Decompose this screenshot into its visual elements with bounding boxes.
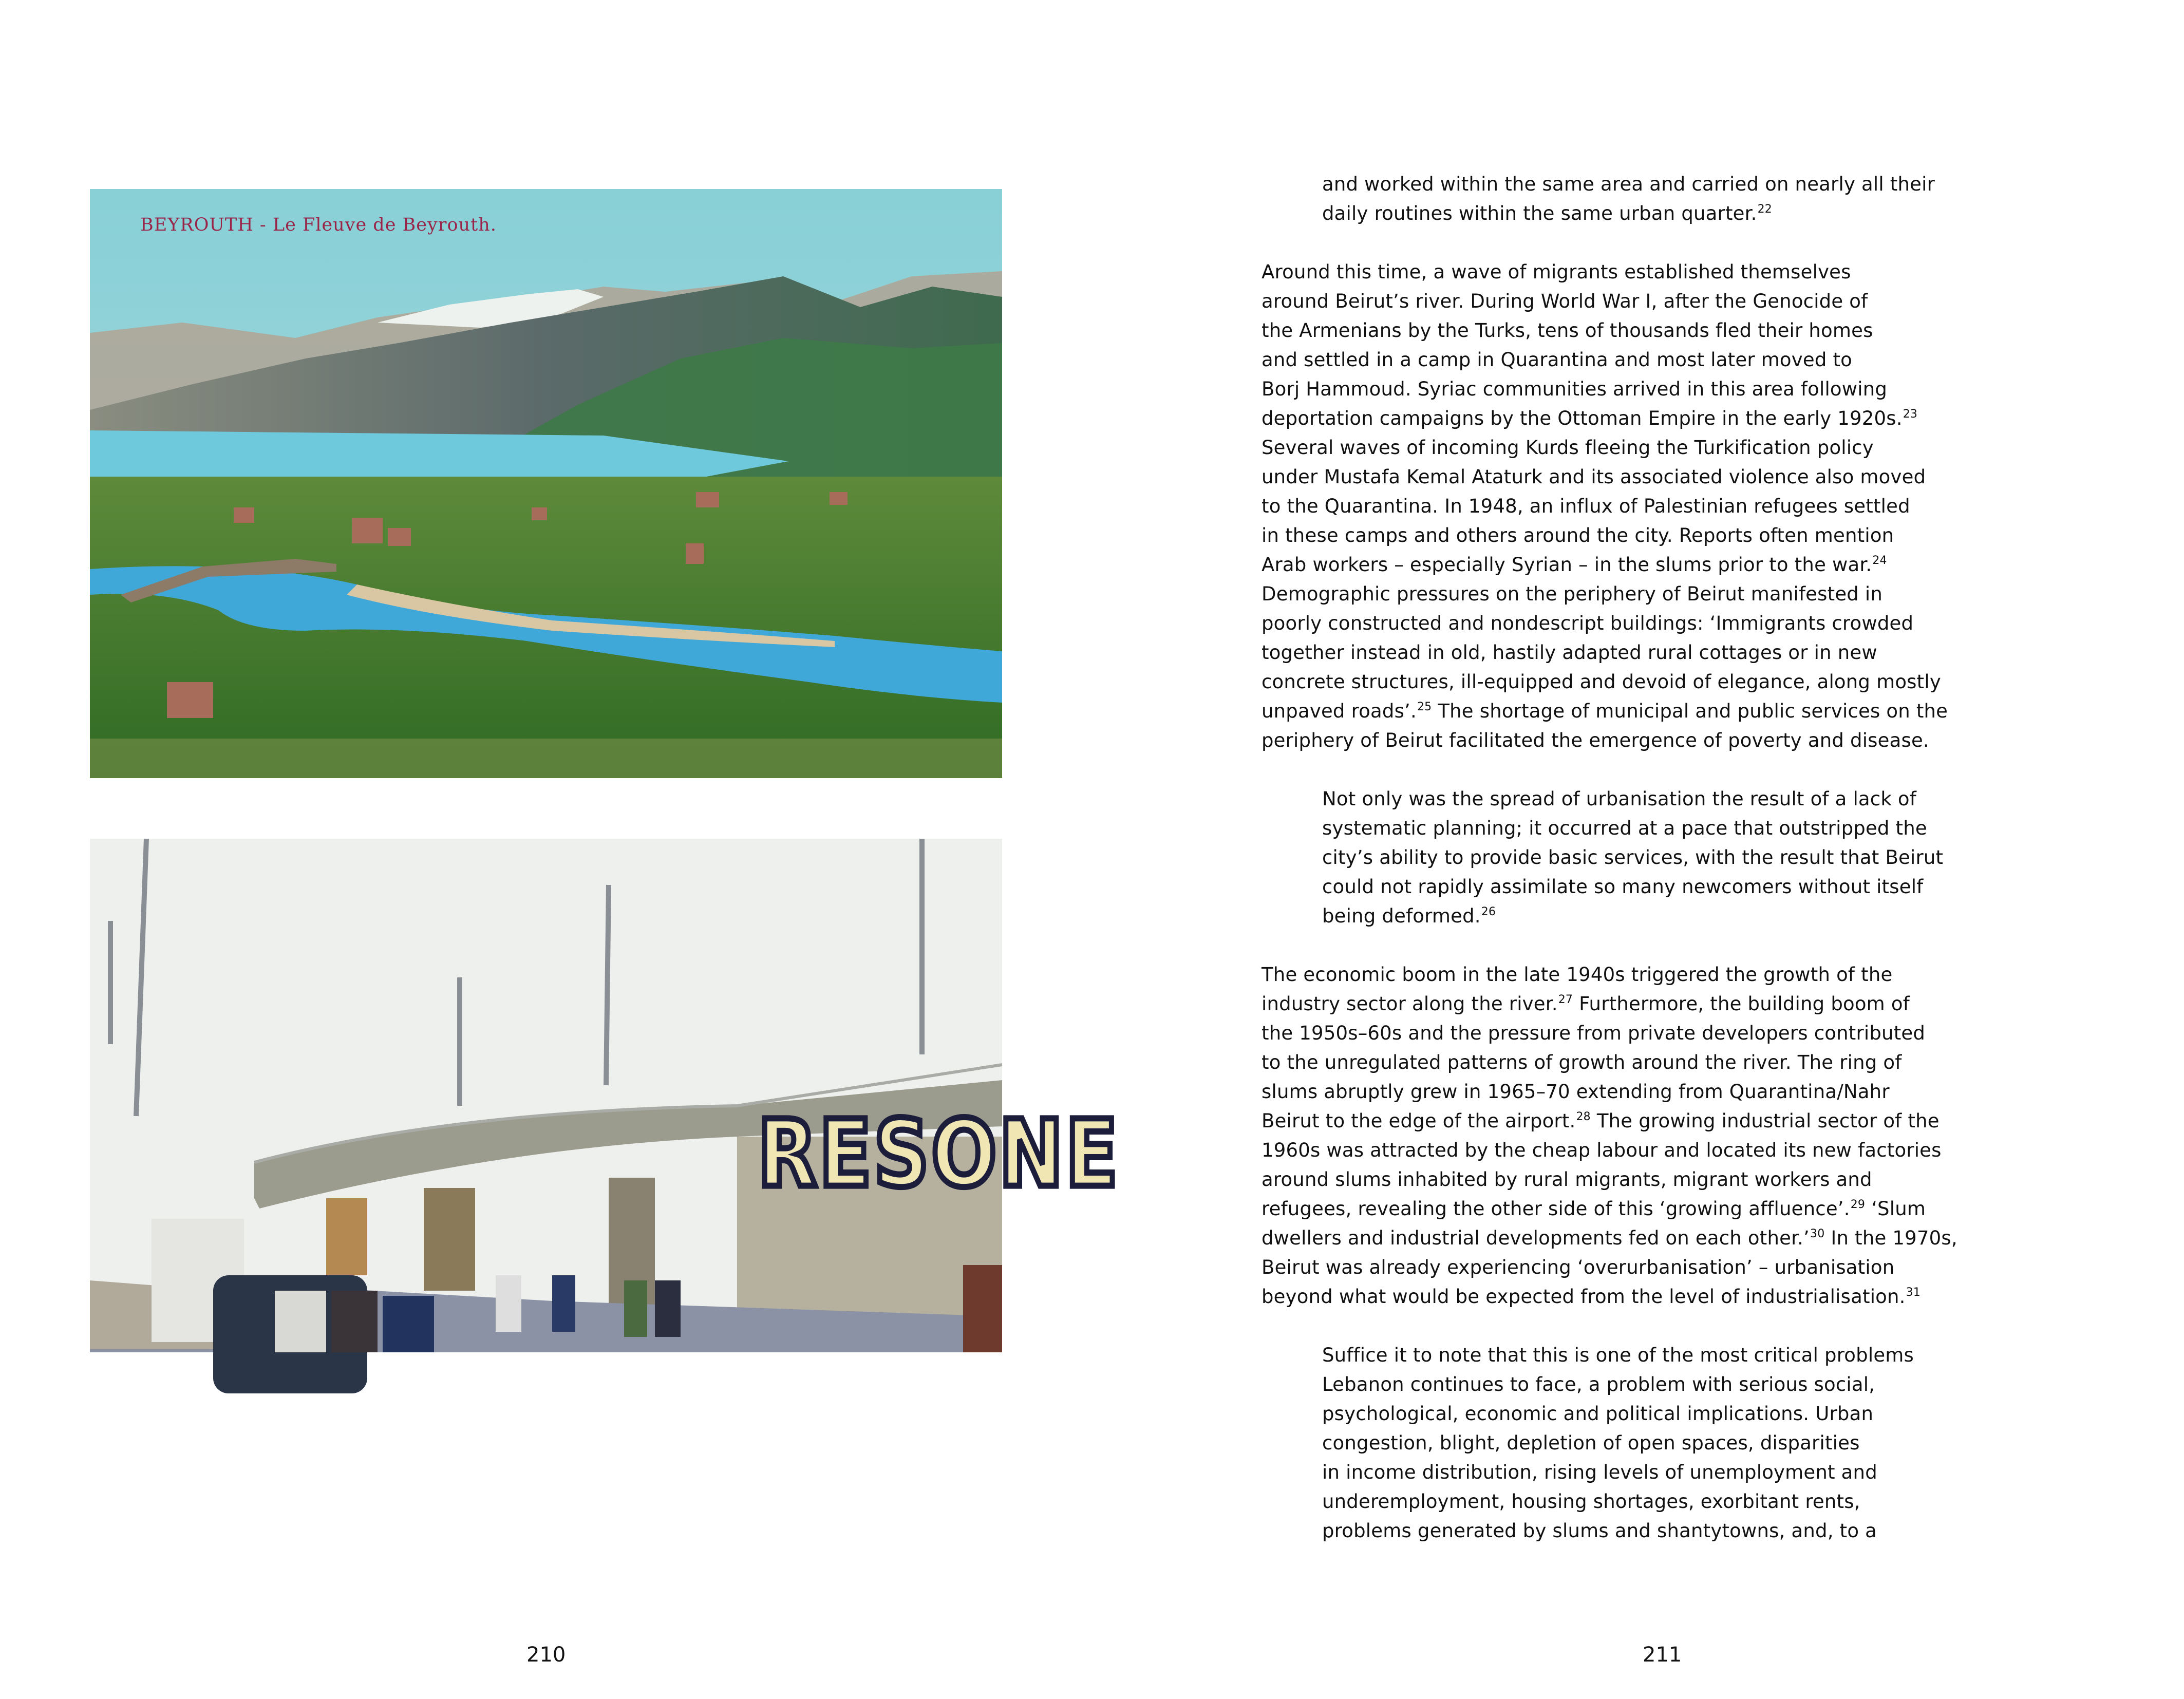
text-line: [1262, 638, 2032, 667]
text-line: [1262, 1282, 2032, 1311]
line-text: the Armenians by the Turks, tens of thousands fled their homes: [1262, 319, 1873, 342]
text-line: [1322, 843, 2032, 872]
text-line: [1262, 462, 2032, 492]
line-text: periphery of Beirut facilitated the emergence of poverty and disease.: [1262, 729, 1929, 751]
text-line: [1322, 901, 2032, 931]
line-text: Beirut to the edge of the airport.: [1262, 1110, 1576, 1132]
line-text: Lebanon continues to face, a problem with serious social,: [1322, 1373, 1875, 1395]
footnote-reference[interactable]: 26: [1481, 905, 1496, 918]
text-line: [1322, 784, 2032, 814]
line-text-continued: The growing industrial sector of the: [1590, 1110, 1940, 1132]
text-line: [1262, 989, 2032, 1018]
text-line: [1322, 1487, 2032, 1516]
postcard-caption: BEYROUTH - Le Fleuve de Beyrouth.: [140, 215, 497, 235]
line-text: in these camps and others around the city. Reports often mention: [1262, 524, 1894, 546]
line-text: underemployment, housing shortages, exorbitant rents,: [1322, 1490, 1860, 1513]
text-line: [1262, 579, 2032, 609]
text-line: [1322, 1516, 2032, 1545]
body-paragraph: [1262, 257, 2032, 755]
footnote-reference[interactable]: 31: [1906, 1286, 1921, 1299]
text-line: [1322, 199, 2032, 228]
line-text: to the unregulated patterns of growth around the river. The ring of: [1262, 1051, 1902, 1073]
text-line: [1322, 1341, 2032, 1370]
line-text: refugees, revealing the other side of this ‘growing affluence’.: [1262, 1198, 1850, 1220]
body-text-column: [1262, 169, 2032, 1575]
footnote-reference[interactable]: 27: [1558, 993, 1573, 1006]
text-line: [1262, 609, 2032, 638]
line-text: could not rapidly assimilate so many newcomers without itself: [1322, 876, 1924, 898]
text-line: [1262, 1136, 2032, 1165]
text-line: [1262, 1048, 2032, 1077]
line-text: The economic boom in the late 1940s triggered the growth of the: [1262, 964, 1893, 986]
line-text: Several waves of incoming Kurds fleeing the Turkification policy: [1262, 437, 1874, 459]
body-paragraph: [1262, 960, 2032, 1311]
footnote-reference[interactable]: 30: [1810, 1228, 1825, 1240]
line-text-continued: ‘Slum: [1865, 1198, 1926, 1220]
text-line: [1262, 960, 2032, 989]
line-text: problems generated by slums and shantytowns, and, to a: [1322, 1520, 1877, 1542]
line-text: around Beirut’s river. During World War I, after the Genocide of: [1262, 290, 1868, 312]
text-line: [1262, 550, 2032, 579]
text-line: [1262, 433, 2032, 462]
line-text: daily routines within the same urban quarter.: [1322, 202, 1757, 224]
page-number: 210: [526, 1643, 566, 1667]
line-text: and settled in a camp in Quarantina and most later moved to: [1262, 349, 1853, 371]
foreground-stones: [90, 739, 1002, 778]
text-line: [1262, 257, 2032, 287]
postcard-illustration: [90, 189, 1002, 778]
line-text: Arab workers – especially Syrian – in the slums prior to the war.: [1262, 554, 1872, 576]
text-line: [1322, 1370, 2032, 1399]
line-text: together instead in old, hastily adapted rural cottages or in new: [1262, 641, 1877, 664]
text-line: [1322, 814, 2032, 843]
text-line: [1262, 1077, 2032, 1106]
text-line: [1262, 667, 2032, 696]
text-line: [1322, 872, 2032, 901]
text-line: [1262, 345, 2032, 374]
text-line: [1322, 1428, 2032, 1458]
footnote-reference[interactable]: 22: [1757, 203, 1773, 216]
footnote-reference[interactable]: 24: [1872, 554, 1887, 567]
line-text: psychological, economic and political implications. Urban: [1322, 1403, 1874, 1425]
text-line: [1262, 492, 2032, 521]
line-text: congestion, blight, depletion of open spaces, disparities: [1322, 1432, 1860, 1454]
text-line: [1262, 316, 2032, 345]
line-text: in income distribution, rising levels of unemployment and: [1322, 1461, 1877, 1483]
line-text: Demographic pressures on the periphery of Beirut manifested in: [1262, 583, 1883, 605]
block-quote: [1262, 784, 2032, 931]
footnote-reference[interactable]: 25: [1417, 701, 1432, 713]
line-text-continued: The shortage of municipal and public services on the: [1432, 700, 1948, 722]
postcard-image: [90, 189, 1002, 778]
line-text: Not only was the spread of urbanisation the result of a lack of: [1322, 788, 1916, 810]
text-line: [1262, 1253, 2032, 1282]
line-text: under Mustafa Kemal Ataturk and its associated violence also moved: [1262, 466, 1926, 488]
line-text: Beirut was already experiencing ‘overurbanisation’ – urbanisation: [1262, 1256, 1895, 1278]
overpass-pillar: [326, 1198, 367, 1275]
text-line: [1262, 374, 2032, 404]
line-text: 1960s was attracted by the cheap labour and located its new factories: [1262, 1139, 1942, 1161]
block-quote: [1262, 169, 2032, 228]
graffiti-text: RESONE: [758, 1101, 1120, 1208]
page-number: 211: [1643, 1643, 1682, 1667]
block-quote: [1262, 1341, 2032, 1545]
line-text: concrete structures, ill-equipped and devoid of elegance, along mostly: [1262, 671, 1941, 693]
right-page: [1092, 0, 2184, 1699]
line-text: dwellers and industrial developments fed on each other.’: [1262, 1227, 1810, 1249]
line-text: industry sector along the river.: [1262, 993, 1558, 1015]
line-text: slums abruptly grew in 1965–70 extending from Quarantina/Nahr: [1262, 1081, 1890, 1103]
text-line: [1262, 1194, 2032, 1223]
line-text: Borj Hammoud. Syriac communities arrived in this area following: [1262, 378, 1888, 400]
text-line: [1262, 287, 2032, 316]
line-text: systematic planning; it occurred at a pace that outstripped the: [1322, 817, 1927, 839]
line-text: city’s ability to provide basic services, with the result that Beirut: [1322, 846, 1944, 869]
line-text: Suffice it to note that this is one of the most critical problems: [1322, 1344, 1914, 1366]
line-text: unpaved roads’.: [1262, 700, 1417, 722]
footnote-reference[interactable]: 28: [1576, 1110, 1591, 1123]
text-line: [1262, 1223, 2032, 1253]
overpass-pillar: [424, 1188, 475, 1291]
line-text: and worked within the same area and carried on nearly all their: [1322, 173, 1935, 195]
text-line: [1262, 696, 2032, 726]
text-line: [1262, 726, 2032, 755]
street-photo: [90, 839, 1120, 1349]
street-scene: [90, 839, 1002, 1349]
line-text: poorly constructed and nondescript buildings: ‘Immigrants crowded: [1262, 612, 1914, 634]
line-text: the 1950s–60s and the pressure from private developers contributed: [1262, 1022, 1926, 1044]
line-text: to the Quarantina. In 1948, an influx of Palestinian refugees settled: [1262, 495, 1910, 517]
text-line: [1262, 1018, 2032, 1048]
text-line: [1262, 1165, 2032, 1194]
footnote-reference[interactable]: 29: [1850, 1198, 1866, 1211]
line-text-continued: In the 1970s,: [1824, 1227, 1957, 1249]
text-line: [1262, 521, 2032, 550]
line-text: around slums inhabited by rural migrants, migrant workers and: [1262, 1168, 1872, 1191]
line-text-continued: Furthermore, the building boom of: [1573, 993, 1910, 1015]
footnote-reference[interactable]: 23: [1903, 408, 1918, 421]
line-text: being deformed.: [1322, 905, 1481, 927]
line-text: Around this time, a wave of migrants established themselves: [1262, 261, 1851, 283]
text-line: [1262, 404, 2032, 433]
line-text: deportation campaigns by the Ottoman Empire in the early 1920s.: [1262, 407, 1903, 429]
text-line: [1322, 169, 2032, 199]
text-line: [1322, 1399, 2032, 1428]
text-line: [1262, 1106, 2032, 1136]
line-text: beyond what would be expected from the level of industrialisation.: [1262, 1286, 1906, 1308]
text-line: [1322, 1458, 2032, 1487]
